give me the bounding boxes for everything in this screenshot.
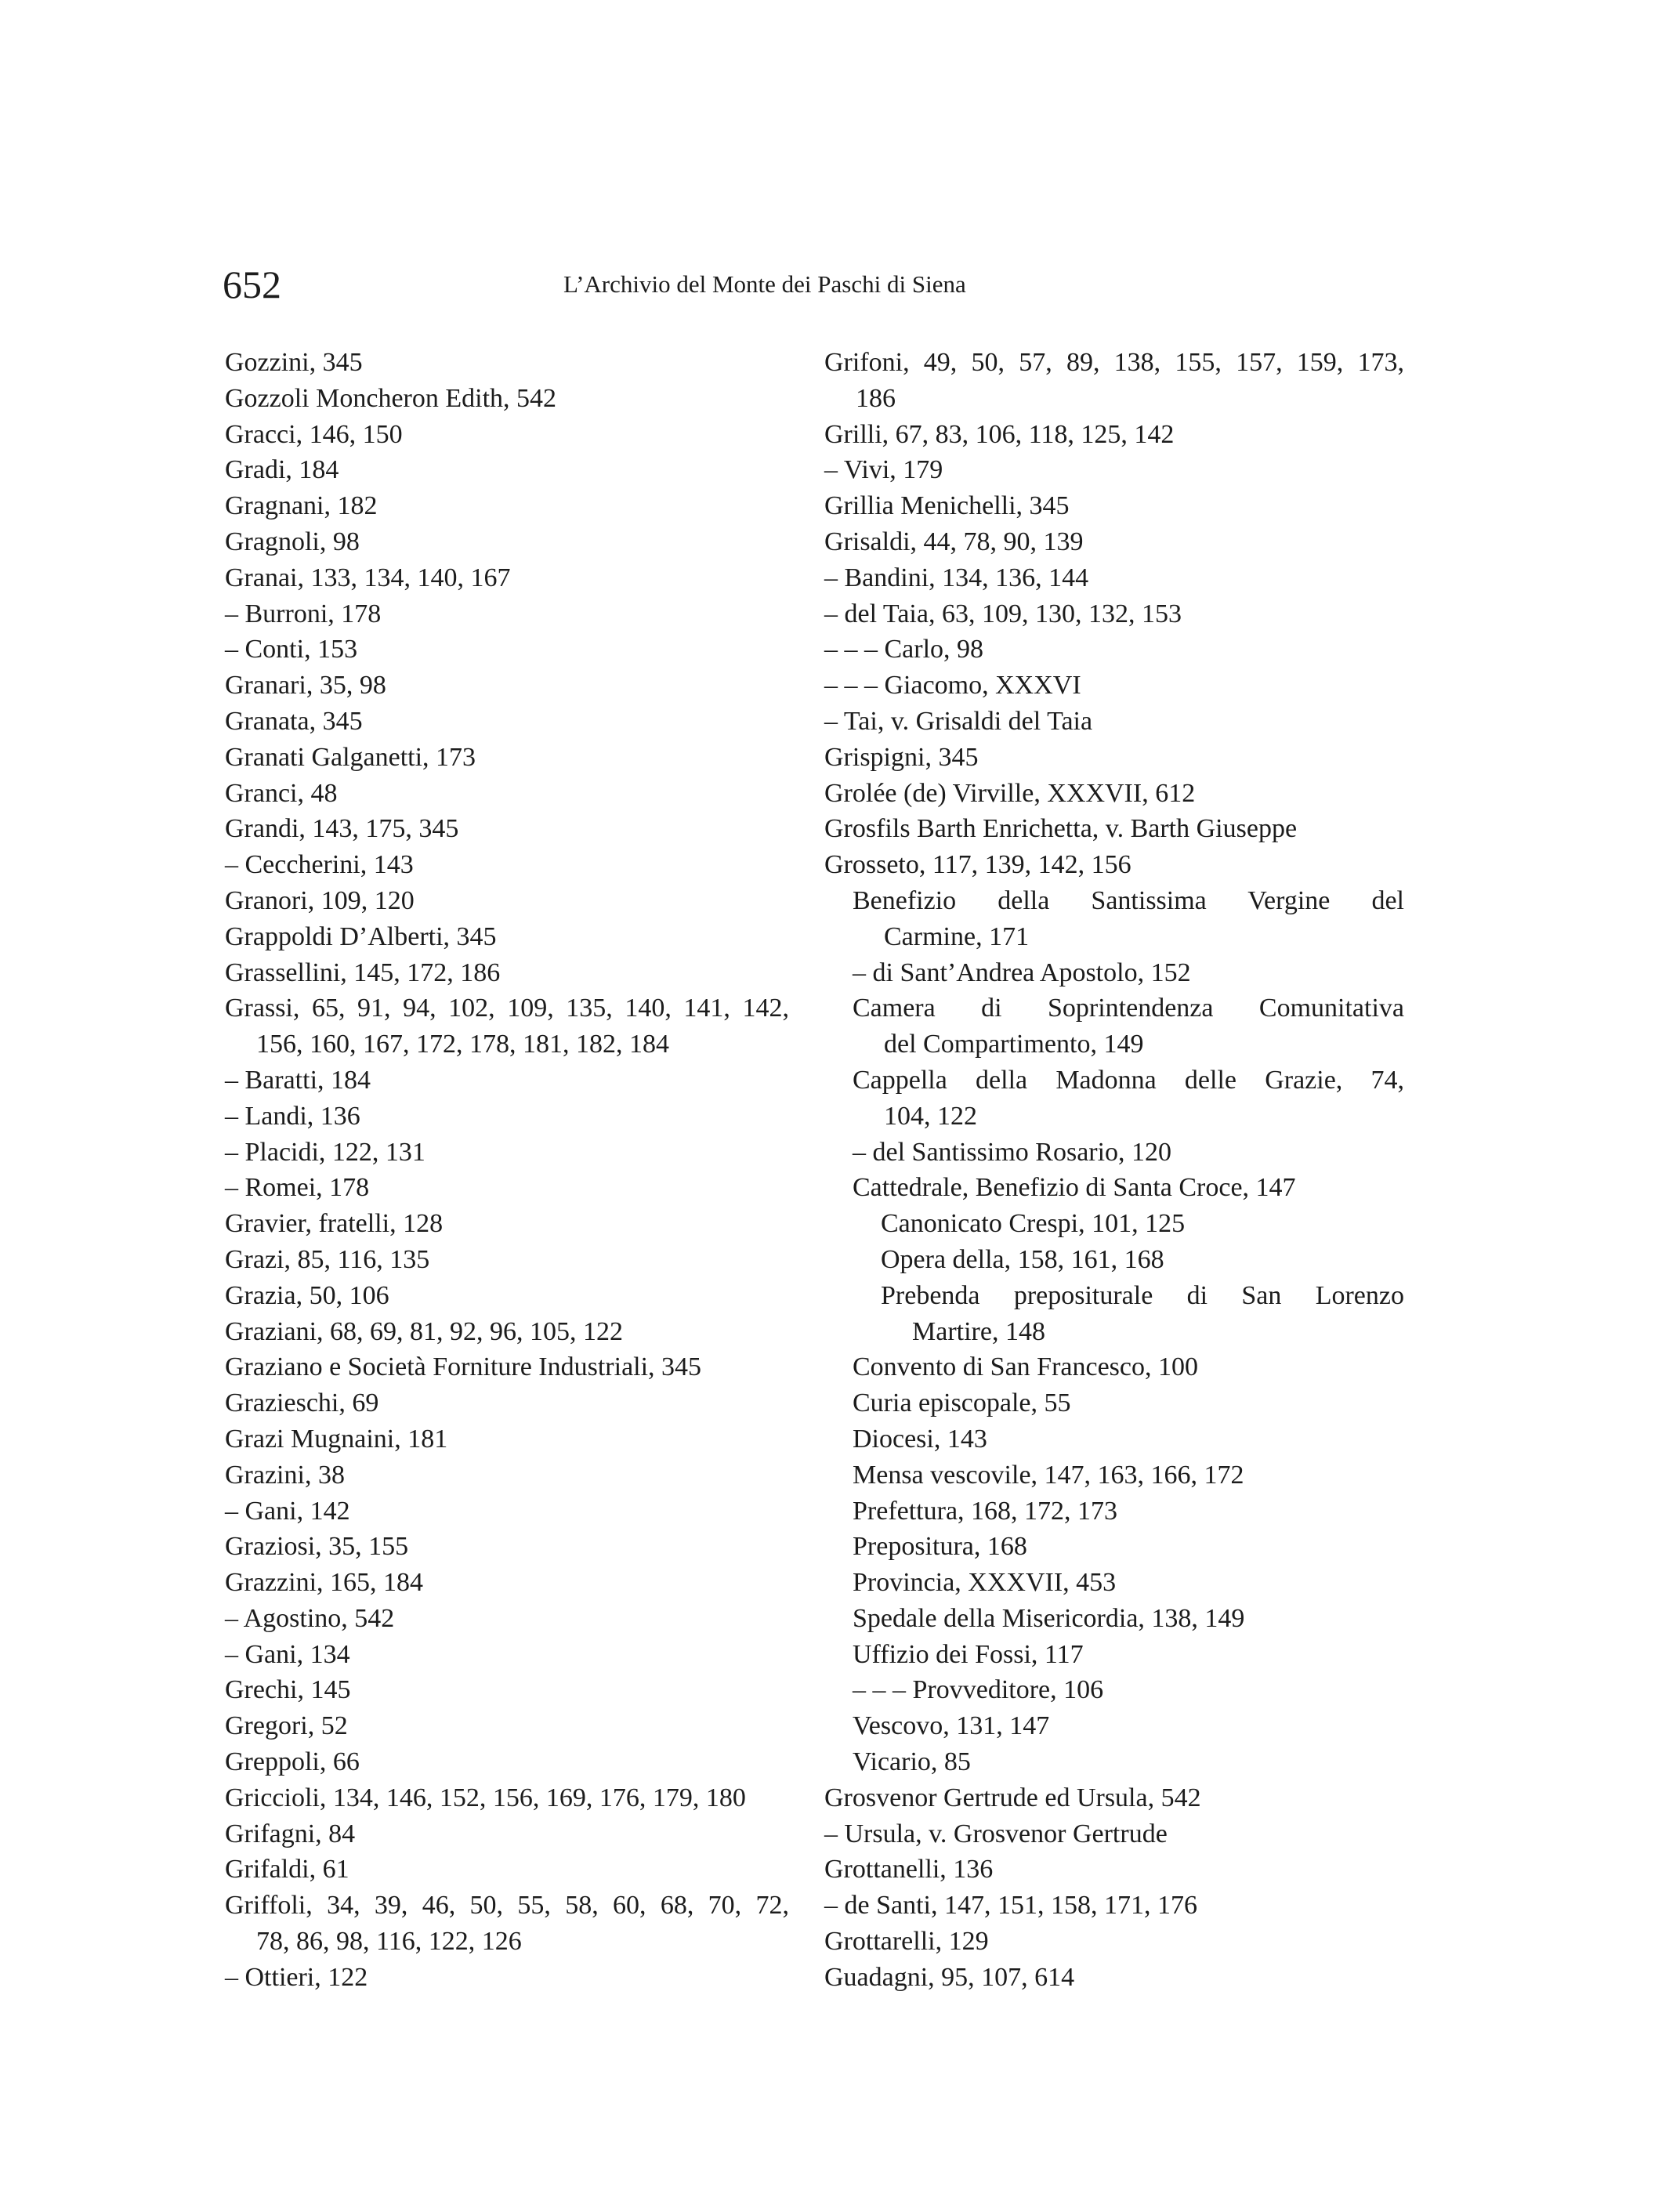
index-entry: Grifoni, 49, 50, 57, 89, 138, 155, 157, 159, 173, bbox=[824, 348, 1404, 377]
index-entry: – Gani, 134 bbox=[225, 1639, 350, 1669]
index-entry: Gragnoli, 98 bbox=[225, 527, 360, 556]
index-entry: Grazi, 85, 116, 135 bbox=[225, 1244, 430, 1274]
index-entry: – – – Giacomo, XXXVI bbox=[824, 671, 1081, 701]
index-entry: Granci, 48 bbox=[225, 778, 338, 808]
index-entry: 186 bbox=[856, 383, 896, 413]
index-entry: Grillia Menichelli, 345 bbox=[824, 491, 1070, 521]
index-entry: 156, 160, 167, 172, 178, 181, 182, 184 bbox=[256, 1030, 669, 1059]
page-header bbox=[223, 257, 1445, 312]
index-entry: Grispigni, 345 bbox=[824, 742, 979, 772]
index-entry: Grosfils Barth Enrichetta, v. Barth Giuseppe bbox=[824, 814, 1298, 844]
index-entry: Gozzini, 345 bbox=[225, 348, 363, 377]
index-entry: Vescovo, 131, 147 bbox=[853, 1711, 1050, 1741]
index-entry: Carmine, 171 bbox=[884, 921, 1030, 951]
index-entry: Gracci, 146, 150 bbox=[225, 419, 403, 449]
index-entry: Gregori, 52 bbox=[225, 1711, 348, 1741]
index-entry: – Conti, 153 bbox=[225, 635, 358, 664]
index-entry: Granai, 133, 134, 140, 167 bbox=[225, 563, 511, 592]
index-entry: Provincia, XXXVII, 453 bbox=[853, 1568, 1117, 1598]
index-entry: Martire, 148 bbox=[912, 1316, 1045, 1346]
index-entry: Grottanelli, 136 bbox=[824, 1855, 994, 1884]
index-entry: Opera della, 158, 161, 168 bbox=[881, 1244, 1164, 1274]
index-entry: Curia episcopale, 55 bbox=[853, 1388, 1071, 1418]
index-entry: Grassellini, 145, 172, 186 bbox=[225, 958, 501, 987]
index-entry: – Ceccherini, 143 bbox=[225, 850, 414, 880]
index-entry: Graziano e Società Forniture Industriali, 345 bbox=[225, 1352, 702, 1382]
index-entry: Gragnani, 182 bbox=[225, 491, 378, 521]
index-entry: Granati Galganetti, 173 bbox=[225, 742, 476, 772]
index-column-right bbox=[824, 345, 1404, 1996]
index-entry: Prepositura, 168 bbox=[853, 1532, 1027, 1562]
index-entry: Gozzoli Moncheron Edith, 542 bbox=[225, 383, 557, 413]
index-entry: Granata, 345 bbox=[225, 706, 363, 736]
index-entry: Diocesi, 143 bbox=[853, 1424, 987, 1454]
index-entry: Grechi, 145 bbox=[225, 1675, 351, 1705]
index-entry: 104, 122 bbox=[884, 1101, 977, 1131]
index-entry: Grisaldi, 44, 78, 90, 139 bbox=[824, 527, 1084, 556]
index-entry: Mensa vescovile, 147, 163, 166, 172 bbox=[853, 1460, 1244, 1490]
index-entry: – Gani, 142 bbox=[225, 1496, 350, 1526]
index-entry: – Bandini, 134, 136, 144 bbox=[824, 563, 1089, 592]
index-entry: Grosseto, 117, 139, 142, 156 bbox=[824, 850, 1131, 880]
index-entry: Graziosi, 35, 155 bbox=[225, 1532, 409, 1562]
index-entry: Grolée (de) Virville, XXXVII, 612 bbox=[824, 778, 1196, 808]
index-entry: Grilli, 67, 83, 106, 118, 125, 142 bbox=[824, 419, 1175, 449]
index-entry: – – – Carlo, 98 bbox=[824, 635, 984, 664]
index-entry: Gravier, fratelli, 128 bbox=[225, 1209, 444, 1239]
index-entry: Grassi, 65, 91, 94, 102, 109, 135, 140, 141, 142, bbox=[225, 994, 789, 1023]
index-entry: Grifaldi, 61 bbox=[225, 1855, 349, 1884]
index-entry: – Burroni, 178 bbox=[225, 599, 382, 628]
index-entry: Prefettura, 168, 172, 173 bbox=[853, 1496, 1118, 1526]
index-entry: Grazieschi, 69 bbox=[225, 1388, 379, 1418]
index-entry: Benefizio della Santissima Vergine del bbox=[853, 885, 1404, 915]
index-entry: – Tai, v. Grisaldi del Taia bbox=[824, 706, 1093, 736]
index-entry: del Compartimento, 149 bbox=[884, 1030, 1144, 1059]
index-entry: – Landi, 136 bbox=[225, 1101, 360, 1131]
index-column-left bbox=[225, 345, 789, 1996]
index-entry: 78, 86, 98, 116, 122, 126 bbox=[256, 1927, 522, 1957]
index-entry: Spedale della Misericordia, 138, 149 bbox=[853, 1603, 1245, 1633]
index-entry: Griffoli, 34, 39, 46, 50, 55, 58, 60, 68, 70, 72, bbox=[225, 1891, 789, 1921]
index-entry: – del Santissimo Rosario, 120 bbox=[853, 1137, 1172, 1167]
index-entry: Canonicato Crespi, 101, 125 bbox=[881, 1209, 1186, 1239]
index-entry: Cattedrale, Benefizio di Santa Croce, 147 bbox=[853, 1173, 1296, 1203]
index-entry: – Vivi, 179 bbox=[824, 455, 943, 485]
page-number: 652 bbox=[223, 262, 281, 306]
index-entry: Vicario, 85 bbox=[853, 1747, 971, 1777]
index-entry: Greppoli, 66 bbox=[225, 1747, 360, 1777]
index-entry: – Ottieri, 122 bbox=[225, 1962, 368, 1992]
index-entry: – Agostino, 542 bbox=[225, 1603, 395, 1633]
index-entry: Grazia, 50, 106 bbox=[225, 1280, 389, 1310]
index-entry: Graziani, 68, 69, 81, 92, 96, 105, 122 bbox=[225, 1316, 624, 1346]
index-entry: Grifagni, 84 bbox=[225, 1819, 356, 1848]
index-entry: Gradi, 184 bbox=[225, 455, 339, 485]
index-entry: Grappoldi D’Alberti, 345 bbox=[225, 921, 497, 951]
index-entry: Guadagni, 95, 107, 614 bbox=[824, 1962, 1075, 1992]
index-entry: Grazzini, 165, 184 bbox=[225, 1568, 424, 1598]
index-entry: Grandi, 143, 175, 345 bbox=[225, 814, 459, 844]
index-entry: Granari, 35, 98 bbox=[225, 671, 386, 701]
index-entry: Uffizio dei Fossi, 117 bbox=[853, 1639, 1084, 1669]
index-entry: Griccioli, 134, 146, 152, 156, 169, 176, 179, 180 bbox=[225, 1783, 746, 1812]
index-entry: Grottarelli, 129 bbox=[824, 1927, 989, 1957]
index-entry: Granori, 109, 120 bbox=[225, 885, 415, 915]
index-entry: Grosvenor Gertrude ed Ursula, 542 bbox=[824, 1783, 1201, 1812]
index-entry: Grazi Mugnaini, 181 bbox=[225, 1424, 448, 1454]
index-entry: Convento di San Francesco, 100 bbox=[853, 1352, 1198, 1382]
index-entry: – Placidi, 122, 131 bbox=[225, 1137, 425, 1167]
index-entry: – Baratti, 184 bbox=[225, 1065, 371, 1095]
index-entry: Prebenda prepositurale di San Lorenzo bbox=[881, 1280, 1404, 1310]
index-entry: Grazini, 38 bbox=[225, 1460, 345, 1490]
index-entry: – Ursula, v. Grosvenor Gertrude bbox=[824, 1819, 1168, 1848]
index-entry: – de Santi, 147, 151, 158, 171, 176 bbox=[824, 1891, 1197, 1921]
index-entry: – di Sant’Andrea Apostolo, 152 bbox=[853, 958, 1191, 987]
index-entry: Camera di Soprintendenza Comunitativa bbox=[853, 994, 1404, 1023]
index-entry: – – – Provveditore, 106 bbox=[853, 1675, 1104, 1705]
index-entry: Cappella della Madonna delle Grazie, 74, bbox=[853, 1065, 1404, 1095]
index-entry: – Romei, 178 bbox=[225, 1173, 370, 1203]
running-title: L’Archivio del Monte dei Paschi di Siena bbox=[563, 270, 966, 298]
index-entry: – del Taia, 63, 109, 130, 132, 153 bbox=[824, 599, 1182, 628]
